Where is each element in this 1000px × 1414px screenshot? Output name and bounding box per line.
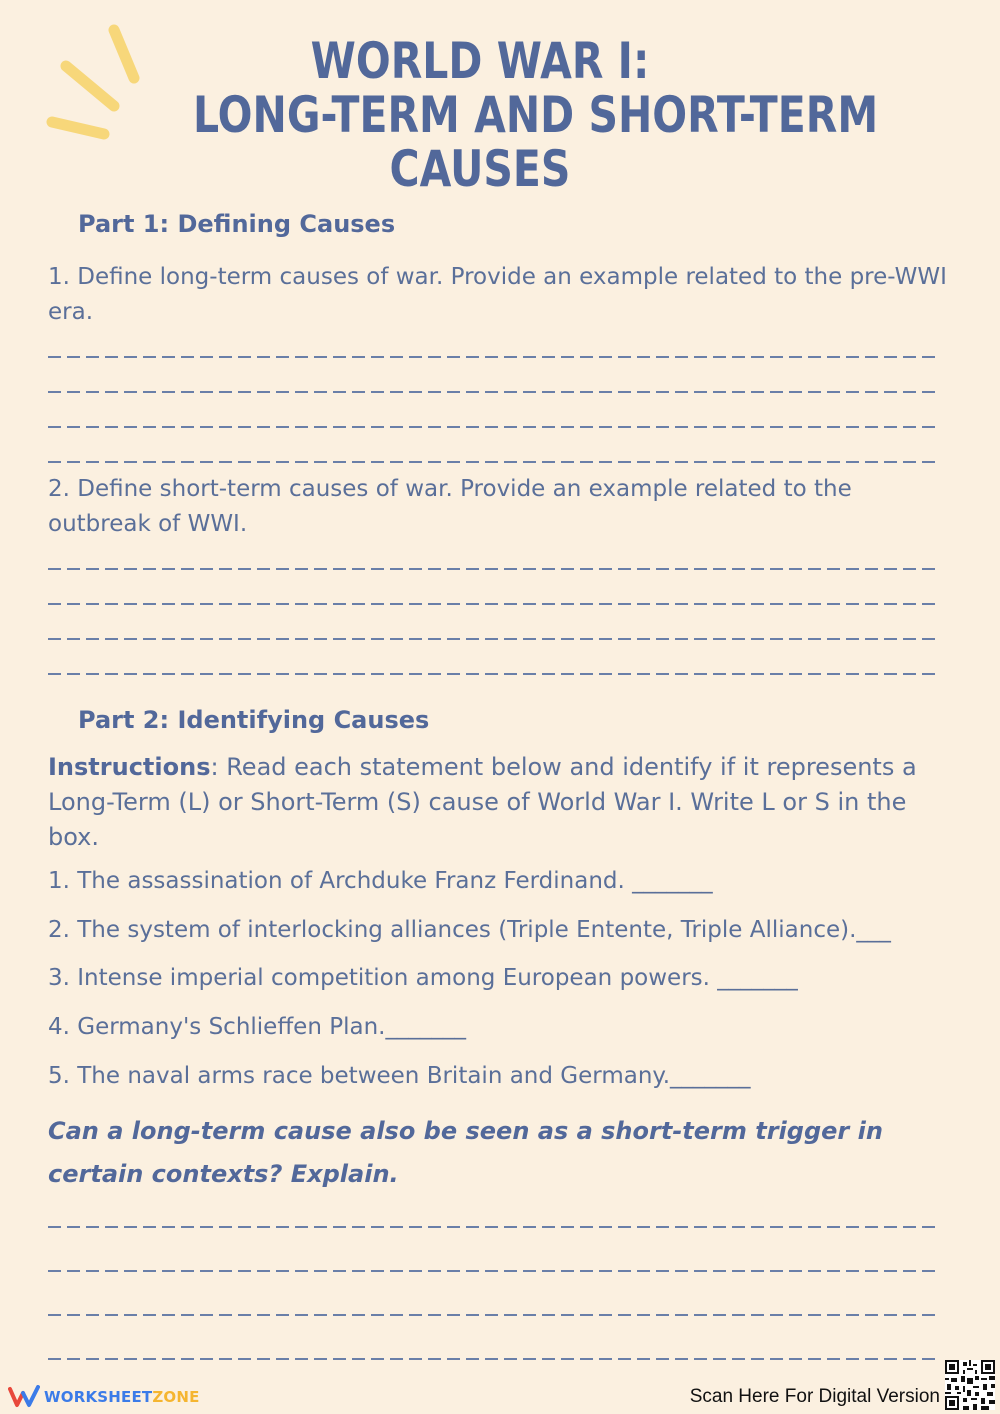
answer-line[interactable]: [48, 638, 938, 640]
answer-line[interactable]: [48, 673, 938, 675]
part2-heading: Part 2: Identifying Causes: [78, 706, 430, 734]
page-title: [193, 32, 879, 198]
answer-line[interactable]: [48, 1358, 938, 1360]
part1-heading: Part 1: Defining Causes: [78, 210, 396, 238]
instructions-text: : Read each statement below and identify if it represents a Long-Term (L) or Short-Term (S) cause of World War I. Write L or S in the box.: [48, 753, 917, 851]
answer-line[interactable]: [48, 356, 938, 358]
statement-item-3[interactable]: 3. Intense imperial competition among European powers. _______: [48, 965, 798, 991]
answer-line[interactable]: [48, 391, 938, 393]
brand-name-part1: WORKSHEET: [44, 1388, 153, 1406]
answer-lines-reflection[interactable]: [48, 1226, 938, 1360]
title-line-1: WORLD WAR I:: [310, 32, 650, 90]
qr-code-icon[interactable]: [945, 1360, 995, 1410]
answer-line[interactable]: [48, 1226, 938, 1228]
answer-lines-q2[interactable]: [48, 568, 938, 708]
title-line-2: LONG-TERM AND SHORT-TERM: [193, 86, 879, 144]
instructions: [48, 750, 958, 855]
answer-line[interactable]: [48, 426, 938, 428]
statement-item-1[interactable]: 1. The assassination of Archduke Franz Ferdinand. _______: [48, 868, 713, 894]
title-line-3: CAUSES: [389, 140, 571, 198]
answer-line[interactable]: [48, 461, 938, 463]
instructions-label: Instructions: [48, 753, 211, 781]
question-2: 2. Define short-term causes of war. Provide an example related to the outbreak of WWI.: [48, 476, 852, 537]
decorative-rays-icon: [40, 20, 150, 150]
scan-text: Scan Here For Digital Version: [689, 1386, 940, 1407]
worksheetzone-logo[interactable]: [8, 1384, 200, 1410]
answer-line[interactable]: [48, 568, 938, 570]
statement-item-5[interactable]: 5. The naval arms race between Britain and Germany._______: [48, 1063, 751, 1089]
worksheetzone-w-icon: [8, 1385, 40, 1409]
answer-line[interactable]: [48, 1270, 938, 1272]
answer-line[interactable]: [48, 1314, 938, 1316]
statement-item-4[interactable]: 4. Germany's Schlieffen Plan._______: [48, 1014, 466, 1040]
statement-item-2[interactable]: 2. The system of interlocking alliances (Triple Entente, Triple Alliance).___: [48, 917, 891, 943]
answer-line[interactable]: [48, 603, 938, 605]
question-1: 1. Define long-term causes of war. Provide an example related to the pre-WWI era.: [48, 264, 947, 325]
brand-name: [44, 1388, 200, 1406]
brand-name-part2: ZONE: [152, 1388, 200, 1406]
reflection-question: Can a long-term cause also be seen as a short-term trigger in certain contexts? Explain.: [48, 1117, 883, 1188]
